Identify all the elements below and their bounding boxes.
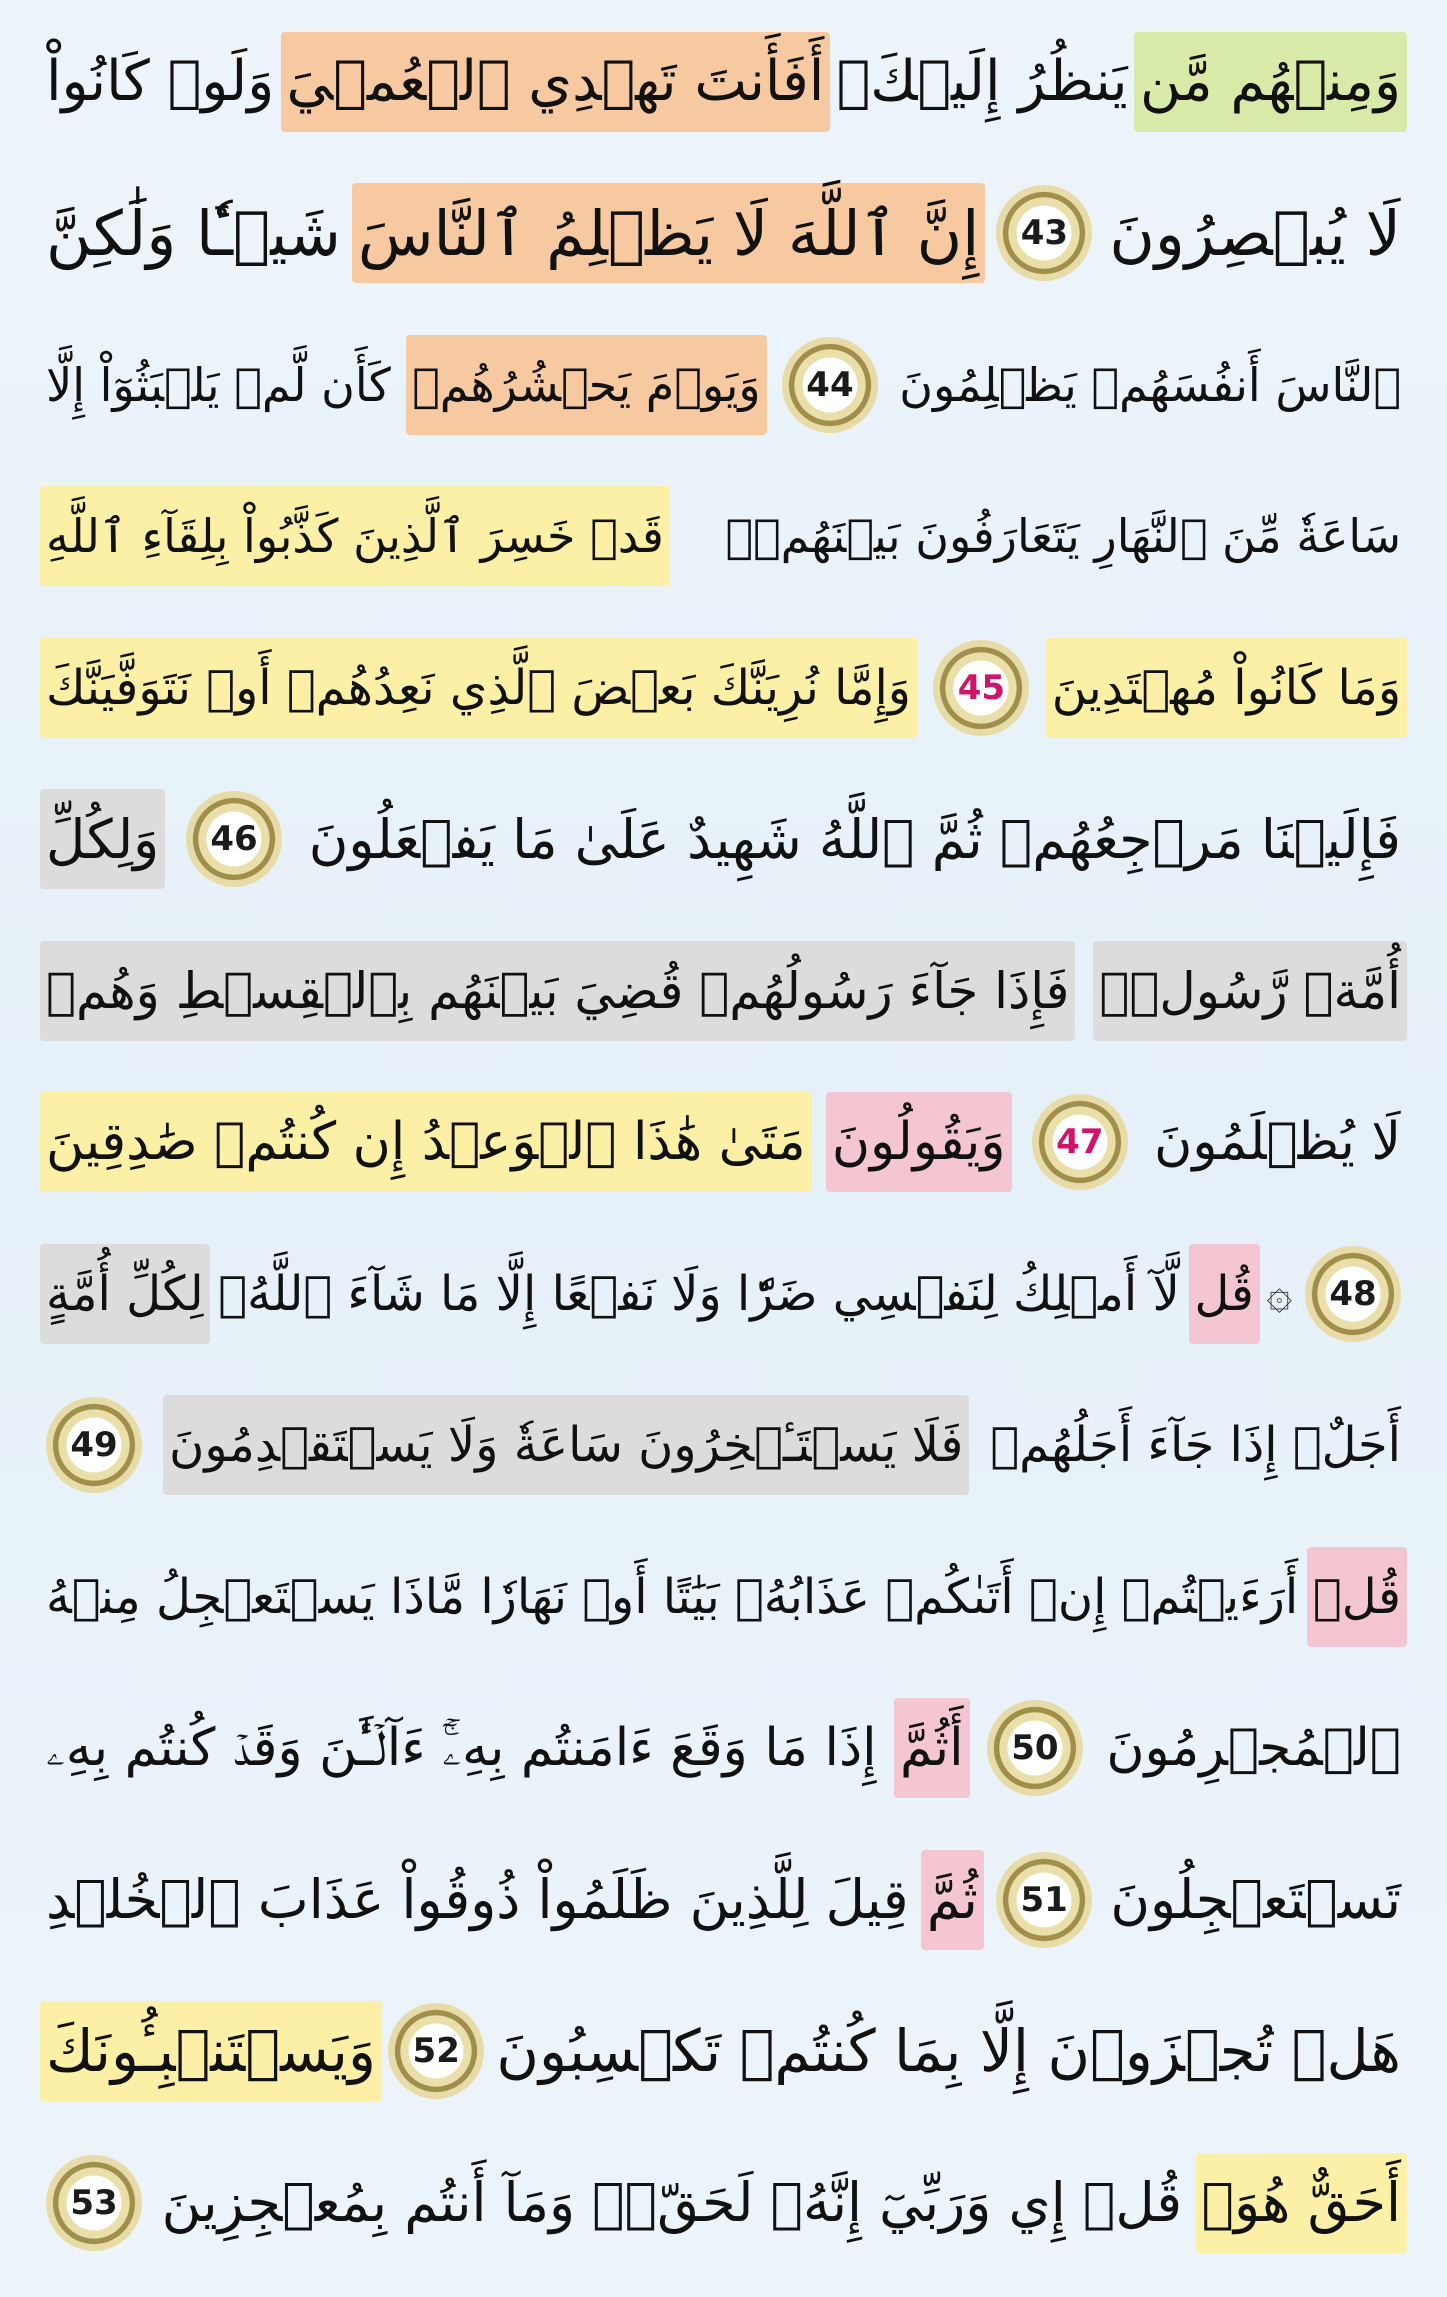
- ayah-number-marker: 45: [933, 640, 1029, 736]
- highlighted-verse-text: وَمَا كَانُواْ مُهۡتَدِينَ: [1046, 638, 1407, 738]
- ayah-number-marker: 52: [388, 2003, 484, 2099]
- verse-line: [40, 772, 1407, 907]
- ayah-number-marker: 53: [46, 2155, 142, 2251]
- verse-text: لَا يُظۡلَمُونَ: [1154, 1112, 1401, 1172]
- ayah-number-marker: 44: [782, 337, 878, 433]
- verse-text: أَجَلٌۚ إِذَا جَآءَ أَجَلُهُمۡ: [990, 1417, 1401, 1473]
- verse-text: ٱلۡمُجۡرِمُونَ: [1106, 1718, 1401, 1778]
- verse-text: كَأَن لَّمۡ يَلۡبَثُوٓاْ إِلَّا: [46, 357, 391, 412]
- verse-line: [40, 14, 1407, 149]
- verse-line: [40, 1226, 1407, 1361]
- verse-text: سَاعَةٗ مِّنَ ٱلنَّهَارِ يَتَعَارَفُونَ بَيۡنَهُمۡۚ: [725, 509, 1401, 563]
- highlighted-verse-text: وَيَقُولُونَ: [826, 1092, 1012, 1192]
- highlighted-verse-text: ثُمَّ: [921, 1850, 984, 1950]
- verse-text: تَسۡتَعۡجِلُونَ: [1110, 1868, 1401, 1931]
- highlighted-verse-text: أُمَّةٖ رَّسُولٞۖ: [1093, 941, 1407, 1041]
- verse-line: [40, 923, 1407, 1058]
- verse-line: [40, 1681, 1407, 1816]
- verse-text: وَلَوۡ كَانُواْ: [46, 49, 275, 114]
- verse-text: أَرَءَيۡتُمۡ إِنۡ أَتَىٰكُمۡ عَذَابُهُۥ بَيَٰتًا أَوۡ نَهَارٗا مَّاذَا يَسۡتَعۡجِلُ مِنۡهُ: [46, 1568, 1299, 1625]
- highlighted-verse-text: لِكُلِّ أُمَّةٍ: [40, 1244, 210, 1344]
- verse-line: [40, 1378, 1407, 1513]
- verse-line: [40, 469, 1407, 604]
- highlighted-verse-text: إِنَّ ٱللَّهَ لَا يَظۡلِمُ ٱلنَّاسَ: [352, 183, 986, 283]
- verse-text: لَّآ أَمۡلِكُ لِنَفۡسِي ضَرّٗا وَلَا نَفۡعًا إِلَّا مَا شَآءَ ٱللَّهُۗ: [218, 1265, 1180, 1322]
- verse-line: [40, 1984, 1407, 2119]
- ayah-number-marker: 43: [996, 185, 1092, 281]
- verse-text: يَنظُرُ إِلَيۡكَۚ: [836, 49, 1128, 114]
- ayah-number-marker: 49: [46, 1397, 142, 1493]
- highlighted-verse-text: فَلَا يَسۡتَـٔۡخِرُونَ سَاعَةٗ وَلَا يَسۡتَقۡدِمُونَ: [163, 1395, 969, 1495]
- verse-text: هَلۡ تُجۡزَوۡنَ إِلَّا بِمَا كُنتُمۡ تَكۡسِبُونَ: [496, 2017, 1401, 2085]
- ayah-number-marker: 50: [987, 1700, 1083, 1796]
- highlighted-verse-text: أَثُمَّ: [894, 1698, 970, 1798]
- highlighted-verse-text: وَلِكُلِّ: [40, 789, 165, 889]
- verse-text: ٱلنَّاسَ أَنفُسَهُمۡ يَظۡلِمُونَ: [899, 357, 1401, 412]
- verse-line: [40, 1832, 1407, 1967]
- verse-line: [40, 166, 1407, 301]
- highlighted-verse-text: وَيَوۡمَ يَحۡشُرُهُمۡ: [406, 335, 766, 435]
- verse-text: لَا يُبۡصِرُونَ: [1109, 196, 1401, 270]
- ayah-number-marker: 51: [996, 1852, 1092, 1948]
- verse-text: قُلۡ إِي وَرَبِّيٓ إِنَّهُۥ لَحَقّٞۖ وَمَآ أَنتُم بِمُعۡجِزِينَ: [161, 2171, 1183, 2234]
- highlighted-verse-text: قَدۡ خَسِرَ ٱلَّذِينَ كَذَّبُواْ بِلِقَآءِ ٱللَّهِ: [40, 486, 670, 586]
- highlighted-verse-text: وَيَسۡتَنۢبِـُٔونَكَ: [40, 2001, 382, 2101]
- ayah-number-marker: 48: [1305, 1246, 1401, 1342]
- verse-line: [40, 1529, 1407, 1664]
- verse-text: قِيلَ لِلَّذِينَ ظَلَمُواْ ذُوقُواْ عَذَابَ ٱلۡخُلۡدِ: [46, 1868, 909, 1931]
- verse-text: شَيۡـٔٗا وَلَٰكِنَّ: [46, 196, 341, 270]
- highlighted-verse-text: أَحَقٌّ هُوَۖ: [1196, 2153, 1407, 2253]
- highlighted-verse-text: فَإِذَا جَآءَ رَسُولُهُمۡ قُضِيَ بَيۡنَهُم بِٱلۡقِسۡطِ وَهُمۡ: [40, 941, 1075, 1041]
- highlighted-verse-text: مَتَىٰ هَٰذَا ٱلۡوَعۡدُ إِن كُنتُمۡ صَٰدِقِينَ: [40, 1092, 812, 1192]
- highlighted-verse-text: قُلۡ: [1307, 1547, 1407, 1647]
- verse-line: [40, 1075, 1407, 1210]
- verse-text: إِذَا مَا وَقَعَ ءَامَنتُم بِهِۦٓۚ ءَآلۡـَٰٔنَ وَقَدۡ كُنتُم بِهِۦ: [46, 1717, 877, 1778]
- highlighted-verse-text: وَمِنۡهُم مَّن: [1134, 32, 1407, 132]
- ayah-number-marker: 47: [1032, 1094, 1128, 1190]
- highlighted-verse-text: قُل: [1189, 1244, 1260, 1344]
- highlighted-verse-text: وَإِمَّا نُرِيَنَّكَ بَعۡضَ ٱلَّذِي نَعِدُهُمۡ أَوۡ نَتَوَفَّيَنَّكَ: [40, 638, 917, 738]
- ayah-number-marker: 46: [186, 791, 282, 887]
- verse-text: فَإِلَيۡنَا مَرۡجِعُهُمۡ ثُمَّ ٱللَّهُ شَهِيدٌ عَلَىٰ مَا يَفۡعَلُونَ: [308, 807, 1401, 871]
- verse-line: [40, 317, 1407, 452]
- verse-line: [40, 620, 1407, 755]
- rub-el-hizb-icon: ۞: [1266, 1268, 1293, 1319]
- verse-line: [40, 2135, 1407, 2270]
- highlighted-verse-text: أَفَأَنتَ تَهۡدِي ٱلۡعُمۡيَ: [281, 32, 831, 132]
